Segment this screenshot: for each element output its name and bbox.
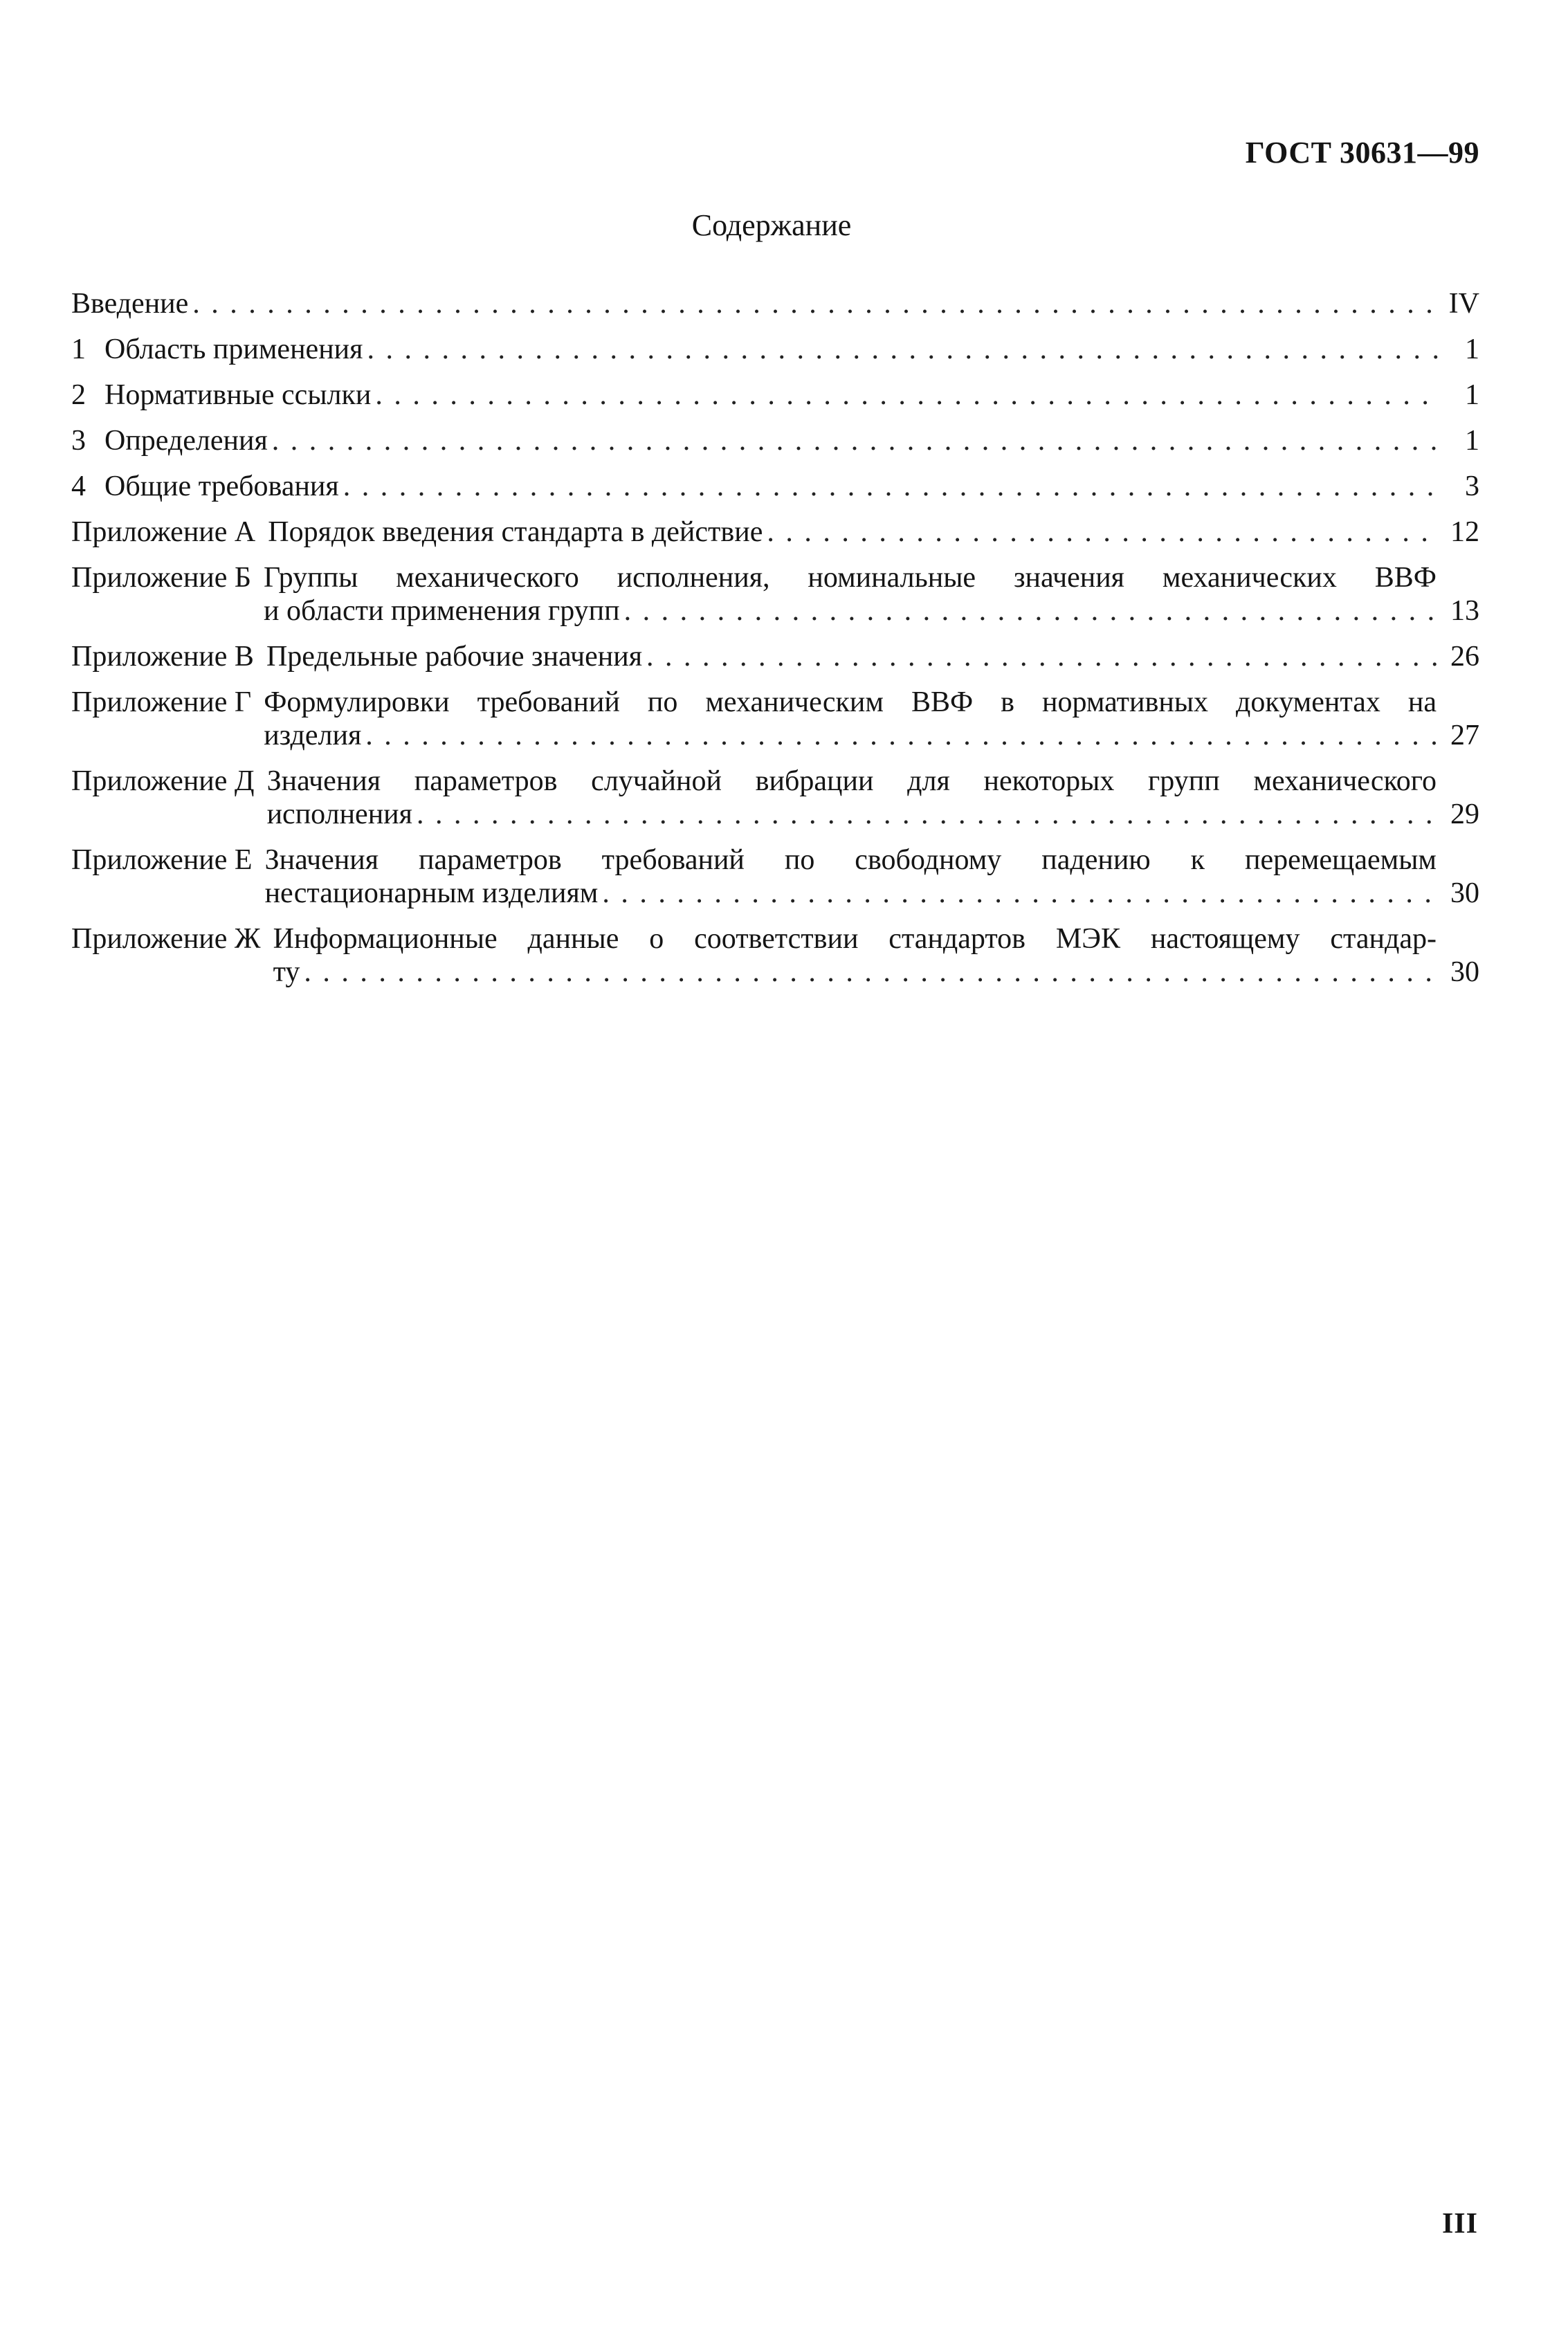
toc-entry-title: Нормативные ссылки xyxy=(104,379,372,411)
dot-leader xyxy=(365,719,1441,752)
toc-entry-number: 3 xyxy=(71,425,86,457)
toc-entry-section-3[interactable] xyxy=(71,424,1479,470)
toc-entry-introduction[interactable] xyxy=(71,287,1479,333)
toc-entry-number: 1 xyxy=(71,334,86,365)
toc-title: Содержание xyxy=(691,208,852,242)
page-number: III xyxy=(1441,2208,1478,2240)
toc-entry-title: Предельные рабочие значения xyxy=(266,641,643,673)
toc-entry-appendix-v[interactable] xyxy=(71,640,1479,686)
toc-entry-number: Приложение Д xyxy=(71,765,255,797)
toc-entry-number: Приложение А xyxy=(71,516,256,548)
toc-entry-appendix-zh[interactable] xyxy=(71,922,1479,1001)
toc-entry-title: Введение xyxy=(71,288,189,320)
toc-entry-number: Приложение Е xyxy=(71,844,253,876)
dot-leader xyxy=(343,470,1441,503)
dot-leader xyxy=(417,798,1441,831)
dot-leader xyxy=(304,956,1441,989)
toc-entry-appendix-a[interactable] xyxy=(71,515,1479,561)
toc-entry-page: 3 xyxy=(1465,471,1479,502)
toc-entry-title: Определения xyxy=(104,425,268,457)
toc-entry-title-line1: Информационные данные о соответствии стандартов МЭК настоящему стандар- xyxy=(273,923,1437,955)
toc-entry-appendix-e[interactable] xyxy=(71,843,1479,922)
toc-entry-page: 13 xyxy=(1450,595,1479,627)
toc-entry-section-1[interactable] xyxy=(71,333,1479,378)
toc-entry-title-line1: Формулировки требований по механическим ВВФ в нормативных документах на xyxy=(264,686,1437,718)
toc-entry-section-4[interactable] xyxy=(71,470,1479,515)
toc-entry-number: Приложение Б xyxy=(71,562,252,594)
toc-entry-number: Приложение В xyxy=(71,641,254,673)
dot-leader xyxy=(646,640,1441,673)
document-code: ГОСТ 30631—99 xyxy=(1245,136,1479,170)
toc-entry-title: Общие требования xyxy=(104,471,339,502)
toc-entry-page: 27 xyxy=(1450,720,1479,751)
toc-entry-title-line1: Значения параметров требований по свободному падению к перемещаемым xyxy=(264,844,1437,876)
toc-entry-number: 4 xyxy=(71,471,86,502)
toc-entry-page: 1 xyxy=(1465,379,1479,411)
toc-entry-page: 12 xyxy=(1450,516,1479,548)
dot-leader xyxy=(602,877,1441,910)
dot-leader xyxy=(767,515,1441,549)
toc-entry-page: 30 xyxy=(1450,956,1479,988)
toc-entry-appendix-g[interactable] xyxy=(71,686,1479,765)
toc-entry-page: 30 xyxy=(1450,877,1479,909)
dot-leader xyxy=(367,333,1441,366)
toc-entry-page: IV xyxy=(1448,288,1479,320)
toc-entry-appendix-b[interactable] xyxy=(71,561,1479,640)
toc-entry-title: исполнения xyxy=(266,798,412,830)
toc-entry-title: и области применения групп xyxy=(264,595,620,627)
toc-entry-title: Область применения xyxy=(104,334,363,365)
toc-entry-page: 1 xyxy=(1465,334,1479,365)
dot-leader xyxy=(624,594,1441,628)
toc-entry-page: 29 xyxy=(1450,798,1479,830)
toc-entry-page: 26 xyxy=(1450,641,1479,673)
toc-entry-number: Приложение Ж xyxy=(71,923,261,955)
toc-entry-appendix-d[interactable] xyxy=(71,765,1479,843)
toc-entry-title: нестационарным изделиям xyxy=(264,877,599,909)
toc-entry-number: 2 xyxy=(71,379,86,411)
toc-entry-title: ту xyxy=(273,956,300,988)
toc-entry-title-line1: Группы механического исполнения, номинальные значения механических ВВФ xyxy=(264,562,1437,594)
toc-entry-page: 1 xyxy=(1465,425,1479,457)
toc-entry-title: Порядок введения стандарта в действие xyxy=(268,516,763,548)
table-of-contents xyxy=(71,287,1479,1001)
toc-entry-number: Приложение Г xyxy=(71,686,252,718)
toc-entry-section-2[interactable] xyxy=(71,378,1479,424)
toc-entry-title: изделия xyxy=(264,720,362,751)
toc-entry-title-line1: Значения параметров случайной вибрации для некоторых групп механического xyxy=(266,765,1437,797)
dot-leader xyxy=(272,424,1441,457)
dot-leader xyxy=(192,287,1441,320)
dot-leader xyxy=(375,378,1441,412)
